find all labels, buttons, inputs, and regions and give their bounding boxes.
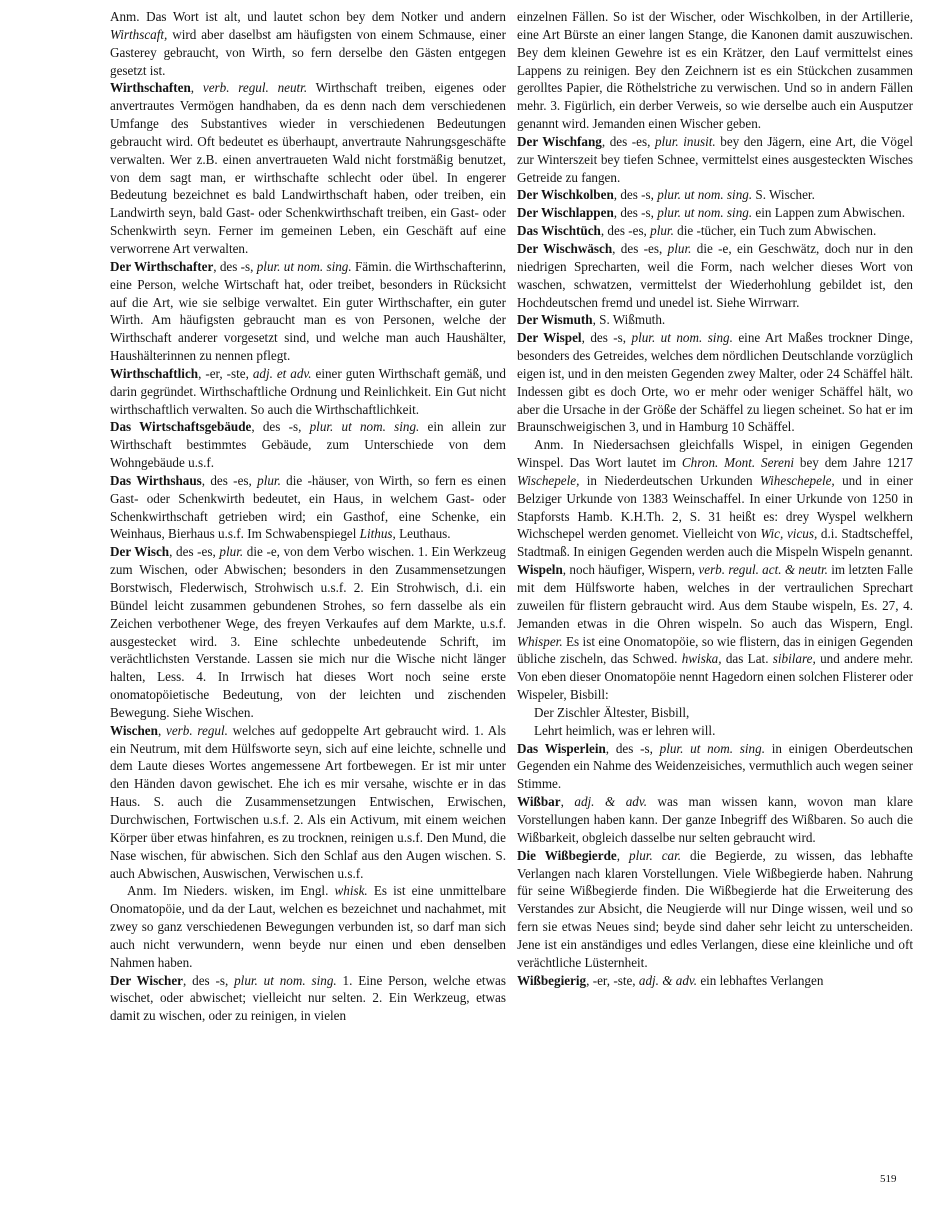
italic-text: plur. car. (629, 847, 682, 863)
entry-text: Anm. Im Nieders. wisken, im Engl. (127, 883, 335, 899)
italic-text: sibilare, (772, 651, 816, 667)
entry-text: , des -s, (213, 258, 257, 274)
italic-text: Wischepele, (517, 472, 580, 488)
entry-headword: Das Wisperlein (517, 740, 606, 756)
right-column (517, 8, 913, 989)
entry-headword: Der Wisch (110, 544, 170, 560)
annotation-paragraph (517, 436, 913, 561)
entry-text: im letzten Falle mit dem Hülfsworte haben, welches in der vertraulichen Sprechart zuweilen für flistern gebraucht wird. Aus dem Staube wispeln, Es. 27, 4. Jemanden etwas in die Ohren wispeln. So auch das Wispern, Engl. (517, 562, 914, 631)
entry-text: , (560, 794, 575, 810)
dictionary-entry (517, 204, 913, 222)
entry-headword: Der Wischlappen (517, 205, 614, 221)
entry-text: ein allein zur Wirthschaft bestimmtes Gebäude, zum Unterschiede von dem Wohngebäude u.s.f. (110, 419, 506, 471)
entry-text: , des -es, (201, 472, 258, 488)
entry-text: S. Wischer. (752, 187, 815, 203)
annotation-paragraph (110, 882, 506, 971)
left-column (110, 8, 506, 1025)
entry-text: , des -es, (612, 240, 668, 256)
dictionary-entry (110, 365, 506, 419)
italic-text: adj. & adv. (638, 972, 698, 988)
dictionary-entry (110, 8, 506, 79)
italic-text: Chron. Mont. Sereni (681, 455, 795, 471)
dictionary-entry (517, 133, 913, 187)
italic-text: plur. (650, 223, 674, 239)
entry-text: die Begierde, zu wissen, das lebhafte Verlangen nach klaren Vorstellungen. Viele Wißbegierde haben. Nahrung für seine Wißbegierde finden. Die Wißbegierde hat die Erweiterung des Verstandes zur Absicht, die Neugierde will nur Dinge wissen, weil und so fern sie etwas Neues sind; beyde sind daher sehr leicht zu unterscheiden. Jene ist ein anständiges und edles Verlangen, diese eine kleinliche und oft verächtliche Lüsternheit. (517, 847, 913, 970)
entry-text: , des -s, (613, 187, 658, 203)
entry-text: die -e, von dem Verbo wischen. 1. Ein Werkzeug zum Wischen, oder Abwischen; besonders in den Zusammensetzungen Borstwisch, Flederwisch, Strohwisch u.s.f. 2. Ein Strohwisch, d.i. ein Bündel leicht zusammen gebundenen Strohes, so fern dasselbe als ein Zeichen verbothener Wege, des freyen Verkaufes auf dem Markte, u.s.f. ausgestecket wird. 3. Eine schlechte unbedeutende Schrift, im verächtlichsten Verstande. Lassen sie mich nur die Wische nicht länger halten, Less. 4. In Irrwisch hat dieses Wort noch seine erste onomatopöietische Bedeutung, von der leichten und zischenden Bewegung. Siehe Wischen. (110, 544, 506, 720)
italic-text: verb. regul. neutr. (202, 80, 308, 96)
entry-text: das Lat. (721, 651, 773, 667)
entry-text: welches auf gedoppelte Art gebraucht wird. 1. Als ein Neutrum, mit dem Hülfsworte seyn, sich auf eine leichte, schnelle und dem Laute dieses Wortes angemessene Art fortbewegen. Er ist mir unter den Händen davon gewischet. Ehe ich es mir versahe, wischte er in das Haus. S. auch die Zusammensetzungen Entwischen, Erwischen, Durchwischen, Fortwischen u.s.f. 2. Als ein Activum, mit einem weichen Körper über etwas hinfahren, es zu trocknen, reinigen u.s.f. Den Mund, die Nase wischen, für abwischen. Sich den Schlaf aus den Augen wischen. S. auch Abwischen, Auswischen, Verwischen u.s.f. (110, 722, 506, 881)
entry-text: einzelnen Fällen. So ist der Wischer, oder Wischkolben, in der Artillerie, eine Art Bürste an einer langen Stange, die Kanonen damit auszuwischen. Bey dem kleinen Gewehre ist es ein Krätzer, den Lauf vermittelst eines Lappens zu reinigen. Bey den Zeichnern ist es ein Stückchen zusammen gerolltes Papier, die Röthelstriche zu verwischen. Und so in andern Fällen mehr. 3. Figürlich, ein derber Verweis, so wie derselbe auch ein Ausputzer genannt wird. Jemanden einen Wischer geben. (517, 9, 913, 132)
entry-text: , -er, -ste, (198, 365, 253, 381)
dictionary-entry (517, 240, 913, 311)
italic-text: plur. ut nom. sing. (256, 258, 352, 274)
entry-text: bey den Jägern, eine Art, die Vögel zur Winterszeit bey tiefen Schnee, vermittelst eines ausgesteckten Wisches Getreide zu fangen. (517, 133, 913, 185)
dictionary-entry (110, 418, 506, 472)
entry-headword: Wirthschaften (110, 80, 191, 96)
entry-text: , des -s, (605, 740, 660, 756)
italic-text: adj. & adv. (574, 794, 648, 810)
entry-text: einer guten Wirthschaft gemäß, und darin gegründet. Wirthschaftliche Ordnung und Reinlichkeit. Ein Gut nicht wirthschaftlich verwalten. So auch die Wirthschaftlichkeit. (110, 365, 506, 417)
entry-headword: Wißbegierig (517, 972, 587, 988)
italic-text: Wic, vicus, (760, 526, 818, 542)
entry-text: wird aber daselbst am häufigsten von einem Schmause, einer Gasterey gebraucht, von Wirth, so fern derselbe den Gästen entgegen gesetzt ist. (110, 26, 506, 78)
entry-headword: Der Wischkolben (517, 187, 614, 203)
dictionary-entry (517, 186, 913, 204)
entry-headword: Der Wischer (110, 972, 183, 988)
entry-text: Wirthschaft treiben, eigenes oder anvertrautes Vermögen handhaben, da es denn nach dem verschiedenen Umfange des Substantives wieder in verschiedenen Bedeutungen gebraucht wird. Oft bedeutet es überhaupt, anvertraute Nahrungsgeschäfte verwalten. Wer z.B. einen anvertraueten Wald nicht forstmäßig benutzet, von dem sagt man, er wirthschafte schlecht oder übel. In engerer Bedeutung bezeichnet es bald Landwirthschaft haben, oder treiben, ein Landwirth seyn, bald Gast- oder Schenkwirthschaft treiben, ein Gast- oder Schenkwirth seyn. Ferner im gemeinen Leben, ein Geschäft auf eine verworrene Art verwalten. (110, 80, 506, 256)
dictionary-entry (110, 972, 506, 1026)
entry-headword: Wischen (110, 722, 158, 738)
entry-text: in einigen Oberdeutschen Gegenden ein Nahme des Weidenzeisiches, vermuthlich auch wegen seiner Stimme. (517, 740, 913, 792)
entry-headword: Das Wischtüch (517, 223, 601, 239)
entry-text: , (616, 847, 630, 863)
italic-text: Whisper. (517, 633, 563, 649)
entry-text: Lehrt heimlich, was er lehren will. (534, 722, 716, 738)
italic-text: plur. ut nom. sing. (234, 972, 337, 988)
italic-text: plur. ut nom. sing. (631, 330, 733, 346)
entry-headword: Wißbar (517, 794, 561, 810)
italic-text: plur. inusit. (654, 133, 716, 149)
entry-text: , des -es, (600, 223, 651, 239)
entry-text: in Niederdeutschen Urkunden (579, 472, 760, 488)
entry-text: Leuthaus. (395, 526, 451, 542)
italic-text: Wirthscaft, (110, 26, 168, 42)
dictionary-entry (110, 543, 506, 721)
entry-text: Anm. Das Wort ist alt, und lautet schon bey dem Notker und andern (110, 9, 506, 24)
italic-text: whisk. (334, 883, 368, 899)
italic-text: verb. regul. act. & neutr. (698, 562, 828, 578)
dictionary-entry (110, 472, 506, 543)
entry-text: , des -es, (169, 544, 220, 560)
entry-text: , des -s, (183, 972, 235, 988)
italic-text: plur. ut nom. sing. (309, 419, 420, 435)
italic-text: hwiska, (681, 651, 722, 667)
entry-text: , des -s, (251, 419, 310, 435)
italic-text: plur. ut nom. sing. (659, 740, 765, 756)
italic-text: adj. et adv. (252, 365, 312, 381)
dictionary-entry (110, 79, 506, 257)
entry-text: Der Zischler Ältester, Bisbill, (534, 704, 690, 720)
entry-headword: Wirthschaftlich (110, 365, 199, 381)
italic-text: verb. regul. (165, 722, 228, 738)
verse-line (517, 704, 913, 722)
entry-text: , noch häufiger, Wispern, (562, 562, 699, 578)
entry-text: Es ist eine unmittelbare Onomatopöie, und da der Laut, welchen es bezeichnet und nachahmet, mit zwey so ganz verschiedenen Bewegungen verbunden ist, so darf man sich auch nicht verwundern, wenn beyde nur einen und eben denselben Nahmen haben. (110, 883, 507, 970)
dictionary-entry (110, 258, 506, 365)
italic-text: plur. ut nom. sing. (657, 187, 753, 203)
entry-text: , (157, 722, 166, 738)
entry-text: , S. Wißmuth. (592, 312, 666, 328)
entry-headword: Das Wirthshaus (110, 472, 202, 488)
entry-headword: Der Wischwäsch (517, 240, 613, 256)
entry-text: eine Art Maßes trockner Dinge, besonders des Getreides, welches dem nördlichen Deutschlande vorzüglich eigen ist, und in den meisten Gegenden zwey Malter, oder 24 Schäffel hält. Indessen gibt es doch Orte, wo er mehr oder weniger Schäffel hält, wo aber die Ursache in der Größe der Schäffel zu liegen scheinet. So hat er im Braunschweigischen 3, und in Hamburg 10 Schäffel. (517, 330, 913, 435)
italic-text: plur. (667, 240, 692, 256)
dictionary-entry (110, 722, 506, 883)
entry-text: Es ist eine Onomatopöie, so wie flistern, das in einigen Gegenden übliche zischeln, das Schwed. (517, 633, 913, 667)
entry-text: die -häuser, von Wirth, so fern es einen Gast- oder Schenkwirth bedeutet, ein Haus, in welchem Gast- oder Schenkwirthschaft getrieben wird; ein Gasthof, eine Schenke, ein Weinhaus, Bierhaus u.s.f. Im Schwabenspiegel (110, 472, 507, 542)
entry-text: ein Lappen zum Abwischen. (752, 205, 906, 221)
entry-text: 1. Eine Person, welche etwas wischet, oder abwischet; vielleicht nur selten. 2. Ein Werkzeug, etwas damit zu wischen, oder zu reinigen, in vielen (110, 972, 506, 1024)
dictionary-entry (517, 847, 913, 972)
italic-text: plur. (257, 472, 281, 488)
italic-text: Wiheschepele, (759, 472, 835, 488)
verse-line (517, 722, 913, 740)
entry-text: und in einer Belziger Urkunde von 1383 Weinschaffel. In einer Urkunde von 1250 in Stapforsts Hamb. K.H.Th. 2, S. 31 heißt es: drey Wyspel welkhern Wichschepel werden genomet. Vielleicht von (517, 472, 913, 542)
italic-text: plur. (219, 544, 244, 560)
dictionary-entry (517, 740, 913, 794)
entry-text: , des -s, (613, 205, 658, 221)
entry-text: , des -s, (581, 330, 632, 346)
entry-text: ein lebhaftes Verlangen (697, 972, 824, 988)
dictionary-entry (517, 222, 913, 240)
entry-text: die -tücher, ein Tuch zum Abwischen. (673, 223, 877, 239)
dictionary-entry (517, 8, 913, 133)
italic-text: plur. ut nom. sing. (657, 205, 753, 221)
entry-text: Fämin. die Wirthschafterinn, eine Person, welche Wirtschaft hat, oder treibet, besonders in Rücksicht auf die Art, wie sie selbige verwaltet. Ein guter Wirthschafter, ein guter Wirth. Am häufigsten gebraucht man es von Personen, welche der Wirthschaft anderer vorgesetzt sind, und welche man auch Haushälter, Haushälterinnen zu nennen pflegt. (110, 258, 507, 364)
dictionary-entry (517, 329, 913, 436)
entry-text: d.i. Stadtscheffel, Stadtmaß. In einigen Gegenden werden auch die Mispeln Wispeln genannt. (517, 526, 913, 560)
entry-text: die -e, ein Geschwätz, doch nur in den niedrigen Sprecharten, weil die Form, nach welcher dieses Wort von waschen, schwatzen, vermittelst der Wiederhohlung gebildet ist, den Hochdeutschen fremd und unedel ist. Siehe Wirrwarr. (517, 240, 914, 310)
dictionary-entry (517, 561, 913, 704)
entry-text: bey dem Jahre 1217 (794, 455, 914, 471)
entry-headword: Die Wißbegierde (517, 847, 617, 863)
entry-headword: Der Wirthschafter (110, 258, 214, 274)
entry-text: was man wissen kann, wovon man klare Vorstellungen haben kann. Der ganze Inbegriff des Wißbaren. So auch die Wißbarkeit, obgleich dasselbe nur selten gebraucht wird. (517, 794, 913, 845)
entry-text: Anm. In Niedersachsen gleichfalls Wispel, in einigen Gegenden Winspel. Das Wort lautet im (517, 437, 913, 471)
dictionary-entry (517, 972, 913, 990)
entry-text: , (190, 80, 203, 96)
entry-text: , -er, -ste, (586, 972, 639, 988)
entry-headword: Der Wischfang (517, 133, 602, 149)
dictionary-entry (517, 793, 913, 847)
entry-text: und andere mehr. Von eben dieser Onomatopöie nennt Hagedorn einen solchen Flisterer oder Wispeler, Bisbill: (517, 651, 914, 703)
entry-headword: Der Wismuth (517, 312, 593, 328)
entry-headword: Das Wirtschaftsgebäude (110, 419, 252, 435)
dictionary-entry (517, 311, 913, 329)
entry-text: , des -es, (601, 133, 655, 149)
entry-headword: Wispeln (517, 562, 563, 578)
page-number: 519 (880, 1173, 897, 1185)
entry-headword: Der Wispel (517, 330, 582, 346)
italic-text: Lithus, (359, 526, 396, 542)
